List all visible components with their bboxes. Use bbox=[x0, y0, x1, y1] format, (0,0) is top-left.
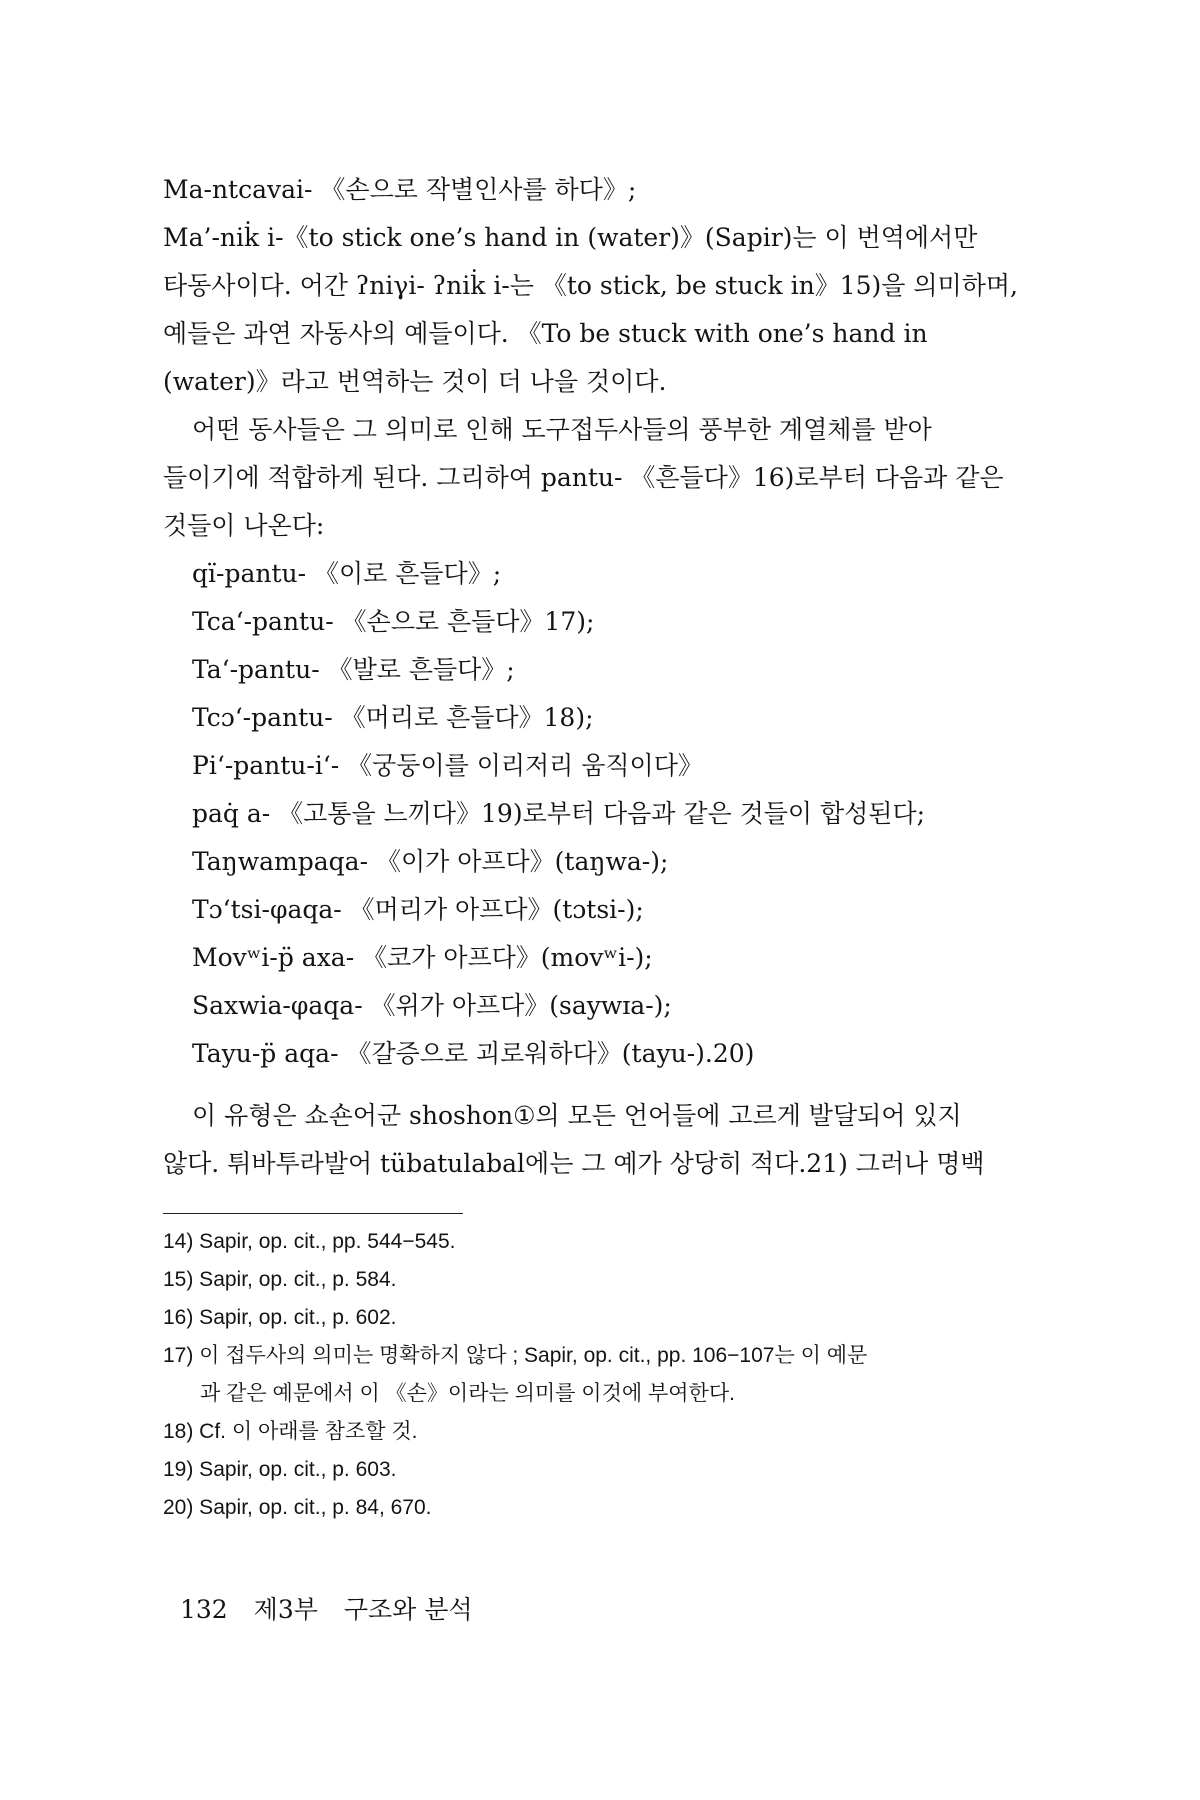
body-line: paq̇ a- 《고통을 느끼다》19)로부터 다음과 같은 것들이 합성된다; bbox=[192, 799, 926, 828]
example-line: Pi‘-pantu-i‘- 《궁둥이를 이리저리 움직이다》 bbox=[192, 751, 703, 780]
footnote: 18) Cf. 이 아래를 참조할 것. bbox=[163, 1420, 418, 1443]
body-line: 타동사이다. 어간 ʔniγi- ʔnik̇ i-는 《to stick, be stuck in》15)을 의미하며, bbox=[163, 271, 1018, 300]
example-line: Tayu-p̈ aqa- 《갈증으로 괴로워하다》(tayu-).20) bbox=[192, 1039, 755, 1068]
page-number: 132 bbox=[180, 1595, 228, 1624]
footnote-continuation: 과 같은 예문에서 이 《손》이라는 의미를 이것에 부여한다. bbox=[200, 1382, 735, 1405]
example-line: qï-pantu- 《이로 흔들다》; bbox=[192, 559, 502, 588]
footnote: 15) Sapir, op. cit., p. 584. bbox=[163, 1268, 397, 1291]
footnote: 16) Sapir, op. cit., p. 602. bbox=[163, 1306, 397, 1329]
section-title: 구조와 분석 bbox=[343, 1595, 473, 1624]
example-line: Movʷi-p̈ axa- 《코가 아프다》(movʷi-); bbox=[192, 943, 653, 972]
footnote: 20) Sapir, op. cit., p. 84, 670. bbox=[163, 1496, 432, 1519]
footnote: 14) Sapir, op. cit., pp. 544−545. bbox=[163, 1230, 456, 1253]
part-label: 제3부 bbox=[253, 1595, 318, 1624]
body-line: 어떤 동사들은 그 의미로 인해 도구접두사들의 풍부한 계열체를 받아 bbox=[192, 415, 932, 444]
example-line: Tcɔ‘-pantu- 《머리로 흔들다》18); bbox=[192, 703, 594, 732]
footnote: 19) Sapir, op. cit., p. 603. bbox=[163, 1458, 397, 1481]
body-line: 들이기에 적합하게 된다. 그리하여 pantu- 《흔들다》16)로부터 다음과 같은 bbox=[163, 463, 1004, 492]
body-line: 예들은 과연 자동사의 예들이다. 《To be stuck with one’s hand in bbox=[163, 319, 928, 348]
example-line: Saxwia-φaqa- 《위가 아프다》(saywɪa-); bbox=[192, 991, 672, 1020]
body-line: 이 유형은 쇼숀어군 shoshon①의 모든 언어들에 고르게 발달되어 있지 bbox=[192, 1101, 962, 1130]
footnote-divider bbox=[163, 1213, 463, 1214]
body-line: Ma’-nik̇ i-《to stick one’s hand in (water)》(Sapir)는 이 번역에서만 bbox=[163, 223, 978, 252]
example-line: Tca‘-pantu- 《손으로 흔들다》17); bbox=[192, 607, 595, 636]
body-line: Ma-ntcavai- 《손으로 작별인사를 하다》; bbox=[163, 175, 637, 204]
body-line: 것들이 나온다: bbox=[163, 511, 325, 540]
body-line: 않다. 튀바투라발어 tübatulabal에는 그 예가 상당히 적다.21) 그러나 명백 bbox=[163, 1149, 985, 1178]
example-line: Ta‘-pantu- 《발로 흔들다》; bbox=[192, 655, 515, 684]
page-folio bbox=[180, 1593, 491, 1627]
example-line: Taŋwampaqa- 《이가 아프다》(taŋwa-); bbox=[192, 847, 669, 876]
footnote: 17) 이 접두사의 의미는 명확하지 않다 ; Sapir, op. cit., pp. 106−107는 이 예문 bbox=[163, 1344, 868, 1367]
body-line: (water)》라고 번역하는 것이 더 나을 것이다. bbox=[163, 367, 667, 396]
example-line: Tɔ‘tsi-φaqa- 《머리가 아프다》(tɔtsi-); bbox=[192, 895, 644, 924]
